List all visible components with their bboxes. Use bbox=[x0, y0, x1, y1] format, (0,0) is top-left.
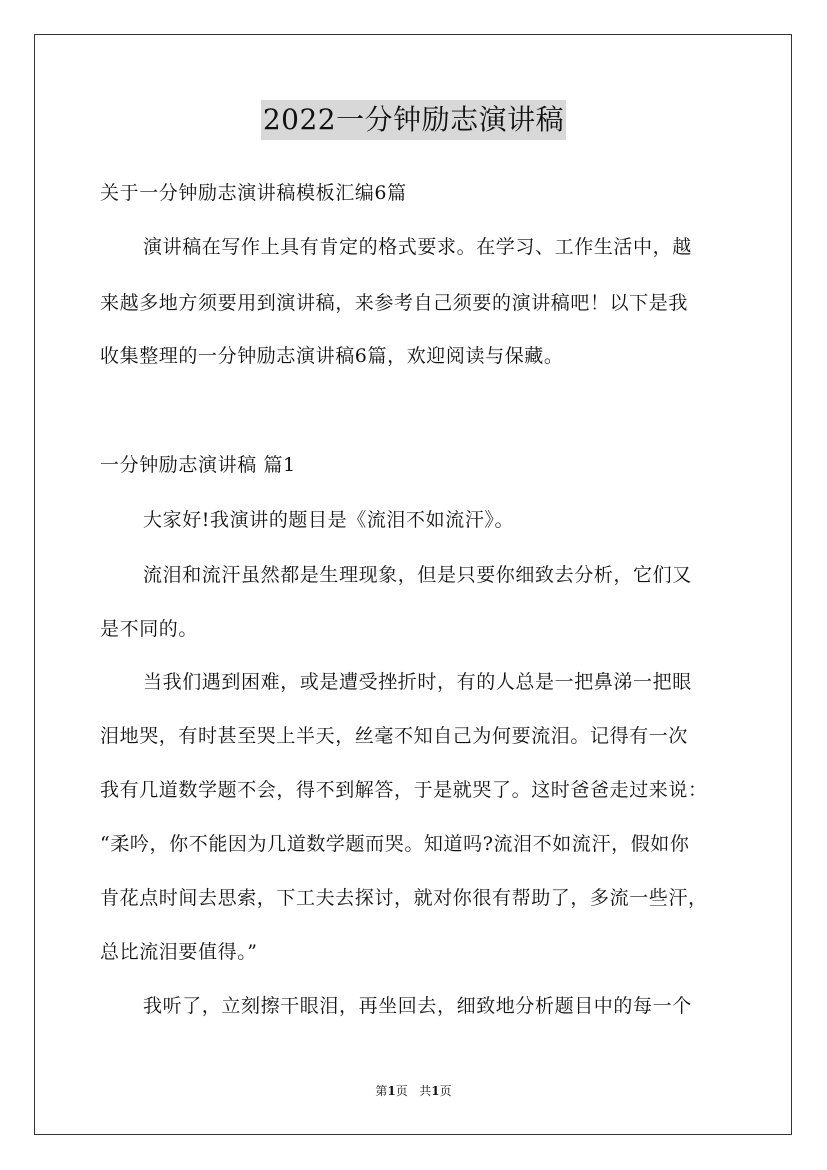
document-title: 2022一分钟励志演讲稿 bbox=[261, 100, 566, 140]
intro-line-2: 来越多地方须要用到演讲稿，来参考自己须要的演讲稿吧！以下是我 bbox=[100, 292, 689, 314]
body-line-9: 总比流泪要值得。” bbox=[100, 941, 258, 963]
footer-page-suffix: 页 bbox=[395, 1084, 408, 1098]
section-heading: 一分钟励志演讲稿 篇1 bbox=[100, 454, 296, 476]
body-line-1: 大家好!我演讲的题目是《流泪不如流汗》。 bbox=[143, 509, 515, 531]
footer-page-prefix: 第 bbox=[375, 1084, 388, 1098]
body-line-7: “柔吟，你不能因为几道数学题而哭。知道吗?流泪不如流汗，假如你 bbox=[100, 833, 690, 855]
body-line-6: 我有几道数学题不会，得不到解答，于是就哭了。这时爸爸走过来说： bbox=[100, 779, 708, 801]
body-line-4: 当我们遇到困难，或是遭受挫折时，有的人总是一把鼻涕一把眼 bbox=[143, 671, 692, 693]
footer-total-prefix: 共 bbox=[419, 1084, 432, 1098]
intro-line-1: 演讲稿在写作上具有肯定的格式要求。在学习、工作生活中，越 bbox=[143, 236, 692, 258]
body-line-3: 是不同的。 bbox=[100, 618, 199, 640]
footer-page-number: 1 bbox=[387, 1084, 396, 1098]
body-line-2: 流泪和流汗虽然都是生理现象，但是只要你细致去分析，它们又 bbox=[143, 564, 692, 586]
title-container bbox=[0, 100, 827, 140]
page-footer bbox=[0, 1083, 827, 1099]
footer-total-number: 1 bbox=[431, 1084, 440, 1098]
document-subtitle: 关于一分钟励志演讲稿模板汇编6篇 bbox=[100, 182, 407, 204]
body-line-5: 泪地哭，有时甚至哭上半天，丝毫不知自己为何要流泪。记得有一次 bbox=[100, 725, 689, 747]
intro-line-3: 收集整理的一分钟励志演讲稿6篇，欢迎阅读与保藏。 bbox=[100, 345, 564, 367]
body-line-8: 肯花点时间去思索，下工夫去探讨，就对你很有帮助了，多流一些汗， bbox=[100, 887, 708, 909]
footer-total-suffix: 页 bbox=[439, 1084, 452, 1098]
body-line-10: 我听了，立刻擦干眼泪，再坐回去，细致地分析题目中的每一个 bbox=[143, 995, 692, 1017]
